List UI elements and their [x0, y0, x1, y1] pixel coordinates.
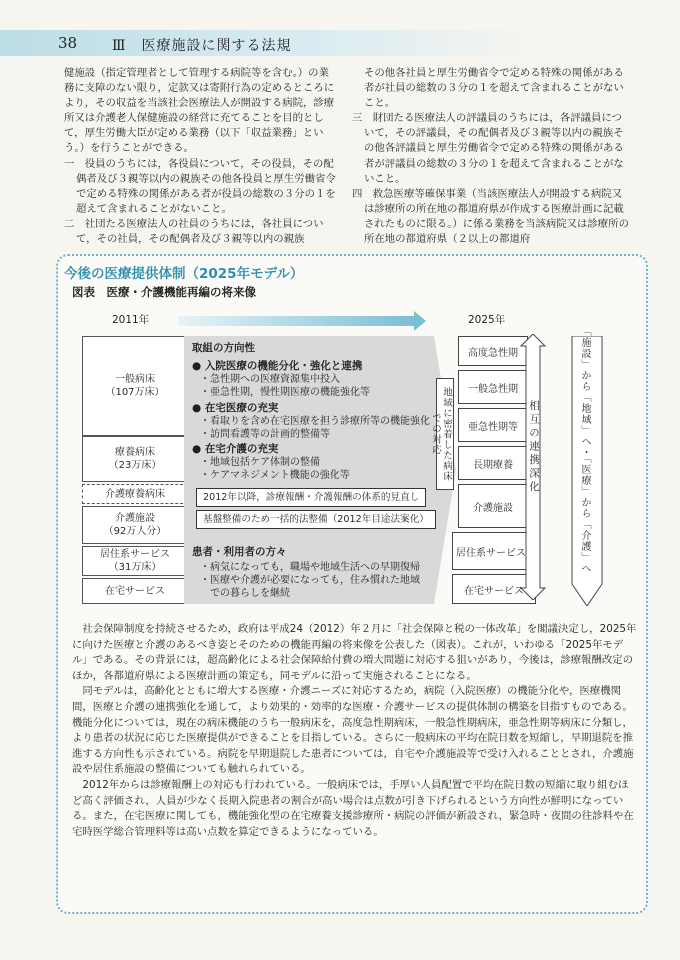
- policy-item: ・亜急性期，慢性期医療の機能強化等: [200, 387, 370, 398]
- timeline-arrow: [178, 316, 414, 326]
- right-column: [352, 66, 630, 247]
- policy-item: ・看取りを含め在宅医療を担う診療所等の機能強化: [200, 416, 430, 427]
- left-item-recuperative: [82, 436, 188, 482]
- policy-title: ● 入院医療の機能分化・強化と連携: [192, 360, 363, 372]
- left-item-residential: [82, 546, 188, 576]
- left-para-2: 二 社団たる医療法人の社員のうちには，各社員について，その社員，その配偶者及び３親等以内の親族: [64, 217, 324, 246]
- left-item-care-facility: [82, 506, 188, 544]
- left-item-label: 介護療養病床: [105, 488, 165, 500]
- left-column: [64, 66, 336, 247]
- left-para-1: 一 役員のうちには，各役員について，その役員，その配偶者及び３親等以内の親族その他各役員と厚生労働省令で定める特殊の関係がある者が役員の総数の３分の１を超えて含まれることがないこと。: [64, 157, 336, 215]
- right-item-residential: 居住系サービス: [452, 532, 530, 570]
- legislation-box: 基盤整備のため一括的法整備（2012年目途法案化）: [196, 510, 436, 529]
- shift-label: 「施設」から「地域」へ・「医療」から「介護」へ: [579, 326, 590, 574]
- page-number: 38: [58, 34, 78, 52]
- right-item-general-acute: 一般急性期: [458, 370, 528, 404]
- left-item-label: 療養病床: [115, 447, 155, 458]
- local-beds-label: 地域に密着した病床での対応: [436, 378, 454, 490]
- mutual-label: 相互の連携深化: [528, 400, 540, 495]
- right-item-care-facility: 介護施設: [458, 484, 528, 528]
- policy-item: ・地域包括ケア体制の整備: [200, 457, 320, 468]
- left-item-label: 介護施設: [115, 513, 155, 524]
- left-item-general: [82, 336, 188, 436]
- left-item-sub: （92万人分）: [103, 526, 167, 537]
- left-item-label: 在宅サービス: [105, 585, 165, 597]
- left-item-home: [82, 578, 188, 604]
- policy-heading: 取組の方向性: [192, 342, 255, 354]
- reform-diagram: [72, 306, 642, 616]
- left-item-sub: （31万床）: [108, 562, 162, 573]
- policy-item: ・訪問看護等の計画的整備等: [200, 429, 330, 440]
- right-item-long-term: 長期療養: [458, 446, 528, 480]
- left-item-label: 一般病床: [115, 374, 155, 385]
- body-paragraph: 同モデルは，高齢化とともに増大する医療・介護ニーズに対応するため，病院（入院医療）の機能分化や，医療機関間，医療と介護の連携強化を通して，より効果的・効率的な医療・介護サービスの提供体制の構築を目指すものである。機能分化については，現在の病床機能のうち一般病床を，高度急性期病床，一般急性期病床，亜急性期等病床に分類し，より患者の状況に応じた医療提供ができることを目指している。さらに一般病床の平均在院日数を短縮し，早期退院を推進する方向性も示されている。病院を早期退院した患者については，自宅や介護施設等で受け入れることとされ，介護施設や居住系施設の整備についても触れられている。: [72, 685, 634, 776]
- right-para-1: 三 財団たる医療法人の評議員のうちには，各評議員について，その評議員，その配偶者及び３親等以内の親族その他各評議員と厚生労働省令で定める特殊の関係がある者が評議員の総数の３分の１を超えて含まれることがないこと。: [352, 112, 624, 185]
- body-paragraph: 社会保障制度を持続させるため，政府は平成24（2012）年２月に「社会保障と税の一体改革」を閣議決定し，2025年に向けた医療と介護のあるべき姿とそのための機能再編の将来像を公表した（図表）。これが，いわゆる「2025年モデル」である。その背景には，超高齢化による社会保障給付費の増大問題に対応する狙いがあり，今後は，診療報酬改定のほか，各都道府県による医療計画の策定も，同モデルに沿って実施されることになる。: [72, 623, 637, 682]
- patients-item: ・医療や介護が必要になっても，住み慣れた地域: [200, 575, 420, 586]
- year-start: 2011年: [112, 314, 150, 326]
- chapter-title: Ⅲ 医療施設に関する法規: [112, 38, 292, 54]
- policy-title: ● 在宅介護の充実: [192, 443, 279, 455]
- right-item-subacute: 亜急性期等: [458, 408, 528, 442]
- right-item-home: 在宅サービス: [452, 574, 536, 604]
- right-para-0: その他各社員と厚生労働省令で定める特殊の関係がある者が社員の総数の３分の１を超えて含まれることがないこと。: [364, 67, 624, 110]
- policy-item: ・急性期への医療資源集中投入: [200, 374, 340, 385]
- left-item-care-recuperative: [82, 484, 188, 504]
- box-title: 今後の医療提供体制（2025年モデル）: [64, 266, 304, 282]
- policy-title: ● 在宅医療の充実: [192, 402, 279, 414]
- body-paragraph: 2012年からは診療報酬上の対応も行われている。一般病床では，手厚い人員配置で平均在院日数の短縮に取り組むほど高く評価され，人員が少なく長期入院患者の割合が高い場合は点数が引き下げられるという方向性が鮮明になっている。また，在宅医療に関しても，機能強化型の在宅療養支援診療所・病院の評価が新設され，緊急時・夜間の往診料や在宅時医学総合管理料等は高い点数を算定できるようになっている。: [72, 778, 634, 838]
- left-para-0: 健施設（指定管理者として管理する病院等を含む。）の業務に支障のない限り，定款又は寄附行為の定めるところにより，その収益を当該社会医療法人が開設する病院，診療所又は介護老人保健施設の経営に充てることを目的として，厚生労働大臣が定める業務（以下「収益業務」という。）を行うことができる。: [64, 67, 335, 155]
- patients-item: ・病気になっても，職場や地域生活への早期復帰: [200, 562, 420, 573]
- figure-title: 図表 医療・介護機能再編の将来像: [72, 285, 256, 299]
- header-band: [0, 30, 680, 56]
- patients-item: での暮らしを継続: [200, 588, 290, 599]
- revision-box: 2012年以降，診療報酬・介護報酬の体系的見直し: [196, 488, 426, 507]
- patients-heading: 患者・利用者の方々: [192, 546, 287, 558]
- policy-item: ・ケアマネジメント機能の強化等: [200, 470, 350, 481]
- year-end: 2025年: [468, 314, 506, 326]
- right-para-2: 四 救急医療等確保事業（当該医療法人が開設する病院又は診療所の所在地の都道府県が作成する医療計画に記載されたものに限る。）に係る業務を当該病院又は診療所の所在地の都道府県（２以上の都道府: [352, 187, 629, 246]
- box-body-text: [72, 622, 638, 840]
- right-item-advanced-acute: 高度急性期: [458, 336, 528, 366]
- left-item-sub: （107万床）: [105, 387, 165, 398]
- left-item-label: 居住系サービス: [100, 549, 170, 560]
- left-item-sub: （23万床）: [108, 460, 162, 471]
